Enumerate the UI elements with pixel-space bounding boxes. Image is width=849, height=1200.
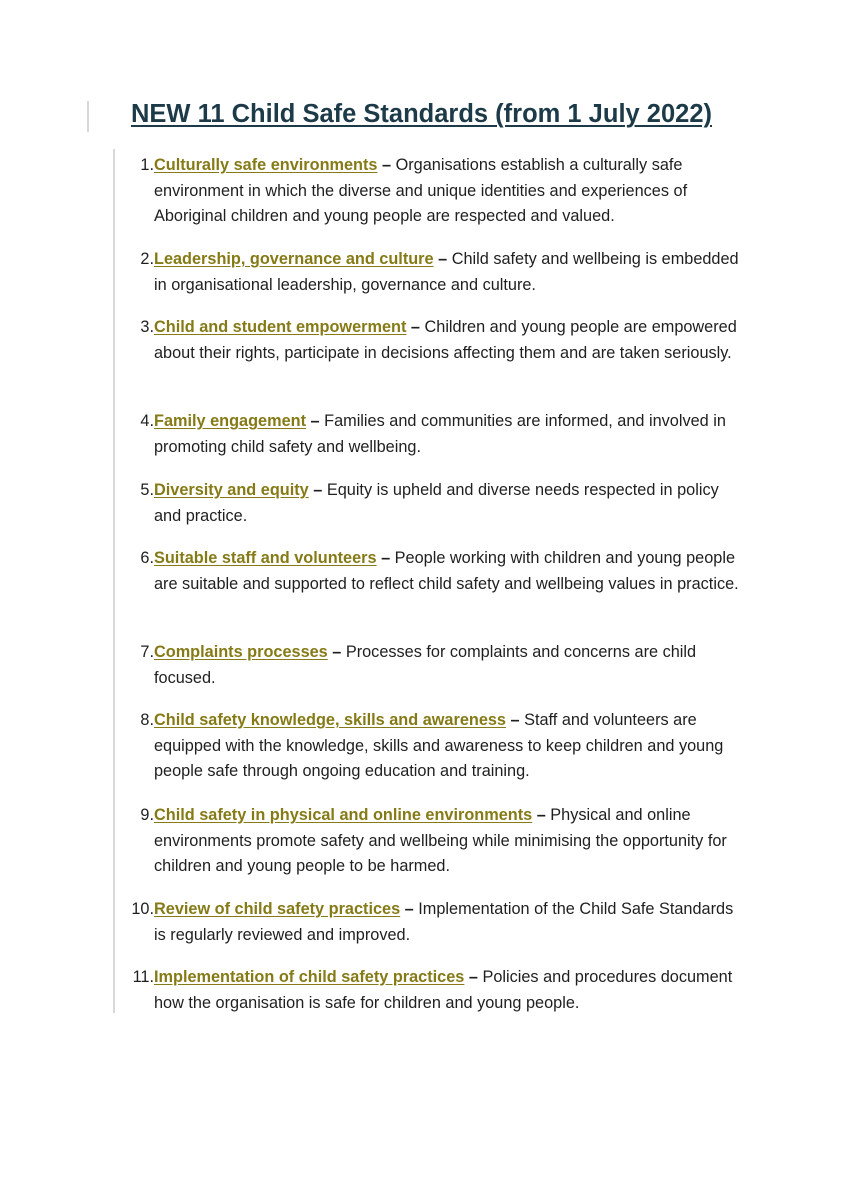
- standard-text: [154, 965, 745, 1016]
- title-side-rule: [87, 101, 89, 132]
- standard-number: 1.: [140, 156, 154, 174]
- standard-separator: –: [406, 318, 425, 336]
- standard-description: Families and communities are informed, and involved in promoting child safety and wellbeing.: [154, 412, 726, 456]
- standard-number: 7.: [140, 643, 154, 661]
- standard-description: Policies and procedures document how the organisation is safe for children and young people.: [154, 968, 733, 1012]
- standard-text: [154, 803, 745, 880]
- standard-text: [154, 315, 745, 366]
- standard-text: [154, 640, 745, 691]
- standard-separator: –: [327, 643, 346, 661]
- list-side-rule: [113, 149, 115, 1013]
- standard-text: [154, 546, 745, 597]
- standard-description: Processes for complaints and concerns are child focused.: [154, 643, 697, 687]
- standard-text: [154, 247, 745, 298]
- standard-number: 11.: [132, 968, 154, 986]
- standard-description: People working with children and young people are suitable and supported to reflect child safety and wellbeing values in practice.: [154, 549, 739, 593]
- standard-description: Equity is upheld and diverse needs respected in policy and practice.: [154, 481, 719, 525]
- standard-separator: –: [376, 549, 395, 567]
- standard-link-culturally-safe-environments[interactable]: Culturally safe environments: [154, 156, 378, 174]
- standard-text: [154, 153, 745, 230]
- standard-link-knowledge-skills-awareness[interactable]: Child safety knowledge, skills and awareness: [154, 711, 506, 729]
- standard-number: 9.: [140, 806, 154, 824]
- standard-separator: –: [400, 900, 419, 918]
- standard-description: Child safety and wellbeing is embedded in organisational leadership, governance and culture.: [154, 250, 739, 294]
- standard-separator: –: [377, 156, 396, 174]
- standard-link-family-engagement[interactable]: Family engagement: [154, 412, 307, 430]
- standard-link-review-practices[interactable]: Review of child safety practices: [154, 900, 401, 918]
- standard-description: Implementation of the Child Safe Standards is regularly reviewed and improved.: [154, 900, 734, 944]
- standard-separator: –: [506, 711, 525, 729]
- standard-number: 10.: [131, 900, 154, 918]
- standard-description: Organisations establish a culturally safe environment in which the diverse and unique identities and experiences of Aboriginal children and young people are respected and valued.: [154, 156, 688, 226]
- standard-item-11: [125, 965, 745, 1016]
- standard-text: [154, 708, 745, 785]
- standard-item-10: [125, 897, 745, 948]
- standard-number: 8.: [140, 711, 154, 729]
- standard-number: 4.: [140, 412, 154, 430]
- page-title: NEW 11 Child Safe Standards (from 1 July 2022): [131, 100, 713, 128]
- standard-description: Children and young people are empowered about their rights, participate in decisions affecting them and are taken seriously.: [154, 318, 737, 362]
- standard-link-implementation-practices[interactable]: Implementation of child safety practices: [154, 968, 465, 986]
- standard-item-8: [125, 708, 745, 785]
- standard-separator: –: [464, 968, 483, 986]
- standard-number: 2.: [140, 250, 154, 268]
- standard-link-leadership-governance-culture[interactable]: Leadership, governance and culture: [154, 250, 434, 268]
- standard-link-diversity-equity[interactable]: Diversity and equity: [154, 481, 309, 499]
- standard-item-6: [125, 546, 745, 597]
- standard-text: [154, 478, 745, 529]
- standard-link-complaints-processes[interactable]: Complaints processes: [154, 643, 328, 661]
- standard-description: Staff and volunteers are equipped with the knowledge, skills and awareness to keep children and young people safe through ongoing education and training.: [154, 711, 724, 781]
- standard-item-5: [125, 478, 745, 529]
- standard-item-2: [125, 247, 745, 298]
- standard-separator: –: [308, 481, 327, 499]
- standard-item-4: [125, 409, 745, 460]
- standard-link-suitable-staff-volunteers[interactable]: Suitable staff and volunteers: [154, 549, 377, 567]
- standard-link-child-student-empowerment[interactable]: Child and student empowerment: [154, 318, 407, 336]
- standard-text: [154, 897, 745, 948]
- standard-description: Physical and online environments promote safety and wellbeing while minimising the opportunity for children and young people to be harmed.: [154, 806, 727, 876]
- standard-item-7: [125, 640, 745, 691]
- standard-item-3: [125, 315, 745, 366]
- standard-separator: –: [306, 412, 325, 430]
- standard-number: 6.: [140, 549, 154, 567]
- standard-number: 5.: [140, 481, 154, 499]
- standard-separator: –: [433, 250, 452, 268]
- standard-item-1: [125, 153, 745, 230]
- standard-item-9: [125, 803, 745, 880]
- standard-separator: –: [532, 806, 551, 824]
- standard-number: 3.: [140, 318, 154, 336]
- standard-link-physical-online-environments[interactable]: Child safety in physical and online environments: [154, 806, 533, 824]
- standard-text: [154, 409, 745, 460]
